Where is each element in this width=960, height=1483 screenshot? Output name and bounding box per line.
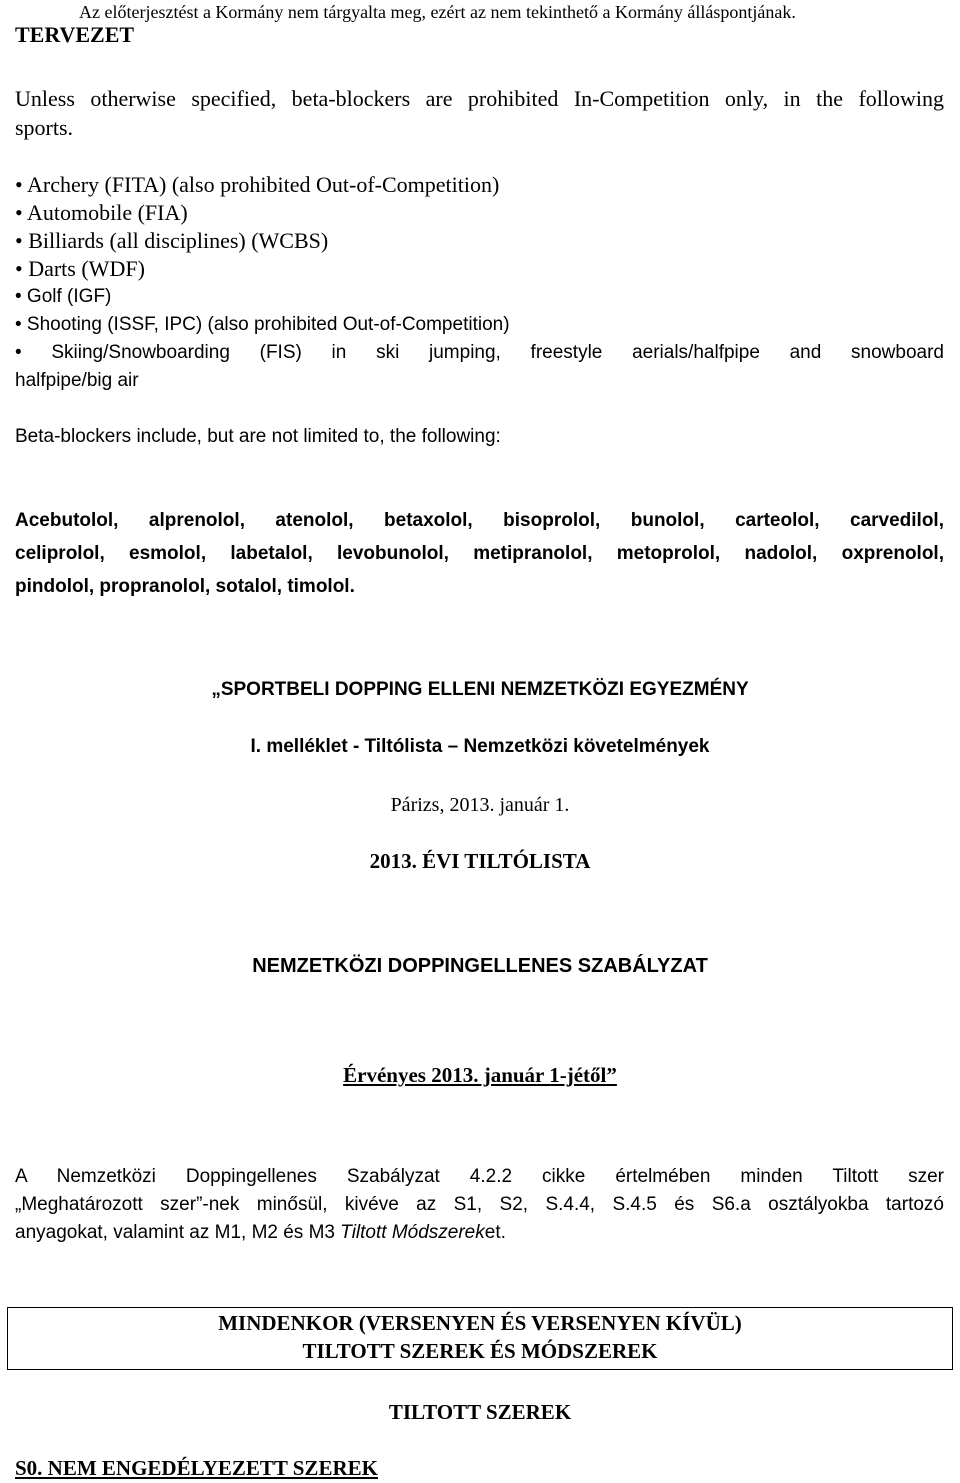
code-paragraph-line-3-start: anyagokat, valamint az M1, M2 és M3 <box>15 1222 341 1243</box>
box-title-line-1: MINDENKOR (VERSENYEN ÉS VERSENYEN KÍVÜL) <box>218 1311 742 1335</box>
sport-item-golf: • Golf (IGF) <box>15 286 112 307</box>
annex-title: I. melléklet - Tiltólista – Nemzetközi követelmények <box>250 736 710 757</box>
code-paragraph-line-2: „Meghatározott szer”-nek minősül, kivéve az S1, S2, S.4.4, S.4.5 és S6.a osztályokba tartozó <box>15 1194 944 1215</box>
prohibited-list-title: 2013. ÉVI TILTÓLISTA <box>369 849 591 873</box>
intro-paragraph-line-1: Unless otherwise specified, beta-blockers are prohibited In-Competition only, in the following <box>15 86 944 111</box>
sport-item-automobile: • Automobile (FIA) <box>15 200 188 225</box>
beta-blockers-list-line-3: pindolol, propranolol, sotalol, timolol. <box>15 576 355 597</box>
beta-blockers-list-line-1: Acebutolol, alprenolol, atenolol, betaxolol, bisoprolol, bunolol, carteolol, carvedilol, <box>15 510 944 531</box>
convention-title: „SPORTBELI DOPPING ELLENI NEMZETKÖZI EGYEZMÉNY <box>211 679 749 700</box>
code-paragraph-line-1: A Nemzetközi Doppingellenes Szabályzat 4.2.2 cikke értelmében minden Tiltott szer <box>15 1166 944 1187</box>
beta-blockers-list-line-2: celiprolol, esmolol, labetalol, levobunolol, metipranolol, metoprolol, nadolol, oxprenolol, <box>15 543 944 564</box>
box-title-line-2: TILTOTT SZEREK ÉS MÓDSZEREK <box>302 1339 658 1363</box>
code-paragraph-line-3-end: et. <box>484 1222 506 1243</box>
beta-blockers-intro: Beta-blockers include, but are not limited to, the following: <box>15 426 501 447</box>
sport-item-skiing: • Skiing/Snowboarding (FIS) in ski jumping, freestyle aerials/halfpipe and snowboard <box>15 342 944 363</box>
draft-label: TERVEZET <box>15 22 135 47</box>
code-title: NEMZETKÖZI DOPPINGELLENES SZABÁLYZAT <box>252 955 708 977</box>
s0-section-title: S0. NEM ENGEDÉLYEZETT SZEREK <box>15 1456 378 1480</box>
prohibited-methods-term: Tiltott Módszerek <box>340 1222 485 1243</box>
prohibited-substances-title: TILTOTT SZEREK <box>388 1400 572 1424</box>
sport-item-darts: • Darts (WDF) <box>15 256 145 281</box>
sport-item-shooting: • Shooting (ISSF, IPC) (also prohibited Out-of-Competition) <box>15 314 510 335</box>
valid-from: Érvényes 2013. január 1-jétől” <box>343 1063 617 1087</box>
sport-item-archery: • Archery (FITA) (also prohibited Out-of-Competition) <box>15 172 500 197</box>
sport-item-billiards: • Billiards (all disciplines) (WCBS) <box>15 228 329 253</box>
intro-paragraph-line-2: sports. <box>15 115 74 140</box>
place-date: Párizs, 2013. január 1. <box>390 794 570 816</box>
sport-item-skiing-continued: halfpipe/big air <box>15 370 139 391</box>
code-paragraph-line-3 <box>15 1222 506 1244</box>
header-disclaimer: Az előterjesztést a Kormány nem tárgyalta meg, ezért az nem tekinthető a Kormány álláspontjának. <box>79 2 796 22</box>
